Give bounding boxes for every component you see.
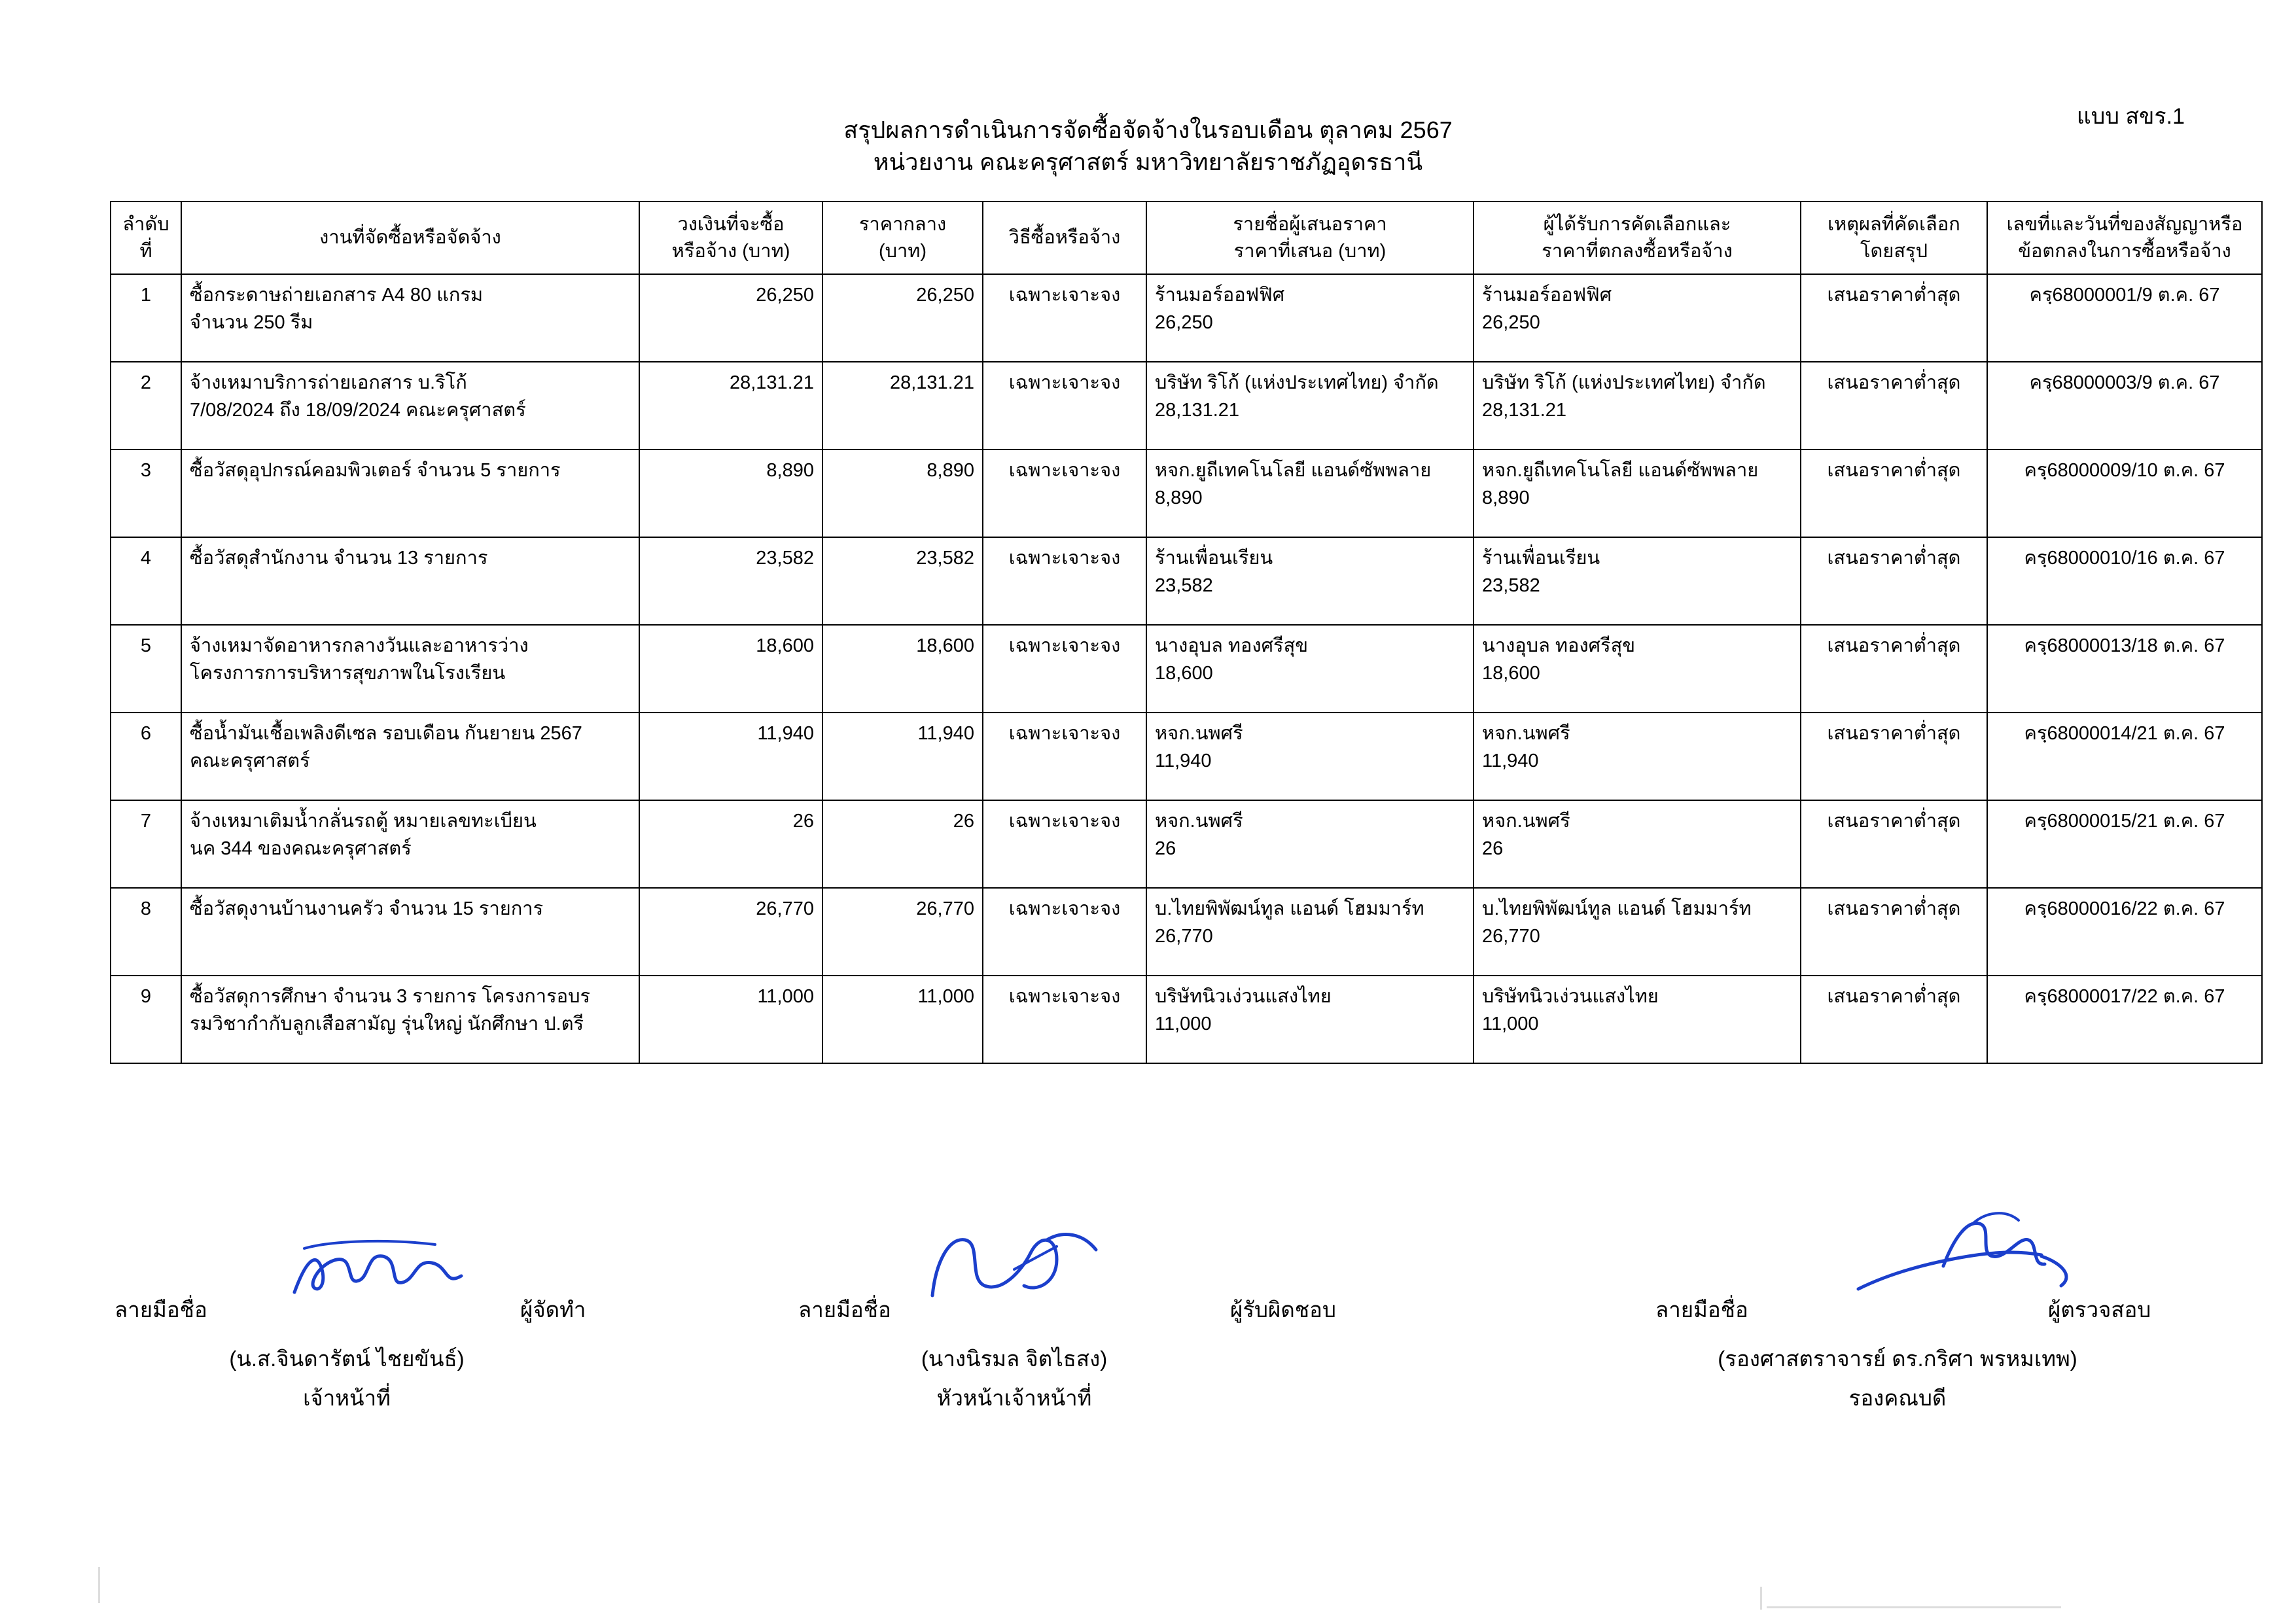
cell-contract: ครฺ68000013/18 ต.ค. 67 [1987, 625, 2262, 713]
cell-proposer-price: 11,940 [1155, 750, 1212, 772]
header-contract [1987, 202, 2262, 274]
cell-budget: 18,600 [639, 625, 822, 713]
cell-mid-price: 28,131.21 [822, 362, 983, 450]
cell-proposer-name: บริษัท ริโก้ (แห่งประเทศไทย) จำกัด [1155, 372, 1439, 394]
cell-winner-name: บ.ไทยพิพัฒน์ทูล แอนด์ โฮมมาร์ท [1482, 898, 1752, 920]
table-body [111, 274, 2262, 1063]
cell-work-line1: จ้างเหมาบริการถ่ายเอกสาร บ.ริโก้ [190, 372, 467, 394]
cell-contract: ครฺ68000015/21 ต.ค. 67 [1987, 800, 2262, 888]
header-winner-line2: ราคาที่ตกลงซื้อหรือจ้าง [1542, 240, 1733, 262]
table-row [111, 888, 2262, 976]
cell-contract: ครฺ68000014/21 ต.ค. 67 [1987, 713, 2262, 800]
cell-budget: 26,250 [639, 274, 822, 362]
table-row [111, 713, 2262, 800]
cell-work-line1: ซื้อวัสดุงานบ้านงานครัว จำนวน 15 รายการ [190, 898, 544, 920]
cell-method: เฉพาะเจาะจง [983, 450, 1146, 537]
cell-work [181, 362, 639, 450]
cell-winner-name: ร้านเพื่อนเรียน [1482, 548, 1600, 569]
signature-1-position: เจ้าหน้าที่ [303, 1386, 391, 1410]
cell-budget: 26,770 [639, 888, 822, 976]
cell-no: 6 [111, 713, 181, 800]
table-row [111, 625, 2262, 713]
cell-proposer-price: 26 [1155, 838, 1176, 860]
cell-proposer [1146, 537, 1474, 625]
cell-proposer-name: หจก.นพศรี [1155, 723, 1243, 745]
cell-mid-price: 26,770 [822, 888, 983, 976]
cell-mid-price: 23,582 [822, 537, 983, 625]
cell-winner-price: 11,000 [1482, 1014, 1539, 1035]
table-row [111, 537, 2262, 625]
cell-proposer-name: ร้านมอร์ออฟฟิศ [1155, 285, 1285, 306]
table-header-row [111, 202, 2262, 274]
cell-budget: 11,940 [639, 713, 822, 800]
cell-proposer-name: บ.ไทยพิพัฒน์ทูล แอนด์ โฮมมาร์ท [1155, 898, 1424, 920]
cell-method: เฉพาะเจาะจง [983, 713, 1146, 800]
header-proposers [1146, 202, 1474, 274]
cell-proposer-name: บริษัทนิวเง่วนแสงไทย [1155, 986, 1332, 1008]
cell-winner-price: 26 [1482, 838, 1504, 860]
cell-budget: 11,000 [639, 976, 822, 1063]
cell-contract: ครฺ68000017/22 ต.ค. 67 [1987, 976, 2262, 1063]
cell-work [181, 976, 639, 1063]
cell-contract: ครฺ68000016/22 ต.ค. 67 [1987, 888, 2262, 976]
cell-mid-price: 26 [822, 800, 983, 888]
cell-proposer [1146, 274, 1474, 362]
cell-winner [1474, 450, 1801, 537]
cell-winner [1474, 888, 1801, 976]
procurement-table-wrapper [110, 201, 2243, 1064]
document-title [0, 115, 2296, 178]
cell-reason: เสนอราคาต่ำสุด [1801, 450, 1987, 537]
cell-proposer-price: 28,131.21 [1155, 400, 1240, 421]
signature-1-mark [281, 1230, 478, 1309]
cell-proposer-price: 23,582 [1155, 575, 1213, 597]
cell-proposer [1146, 976, 1474, 1063]
cell-work-line1: ซื้อวัสดุอุปกรณ์คอมพิวเตอร์ จำนวน 5 รายการ [190, 460, 561, 482]
procurement-table [110, 201, 2263, 1064]
cell-method: เฉพาะเจาะจง [983, 800, 1146, 888]
cell-reason: เสนอราคาต่ำสุด [1801, 274, 1987, 362]
header-proposers-line2: ราคาที่เสนอ (บาท) [1233, 240, 1386, 262]
cell-work-line2: 7/08/2024 ถึง 18/09/2024 คณะครุศาสตร์ [190, 400, 526, 421]
cell-no: 5 [111, 625, 181, 713]
cell-winner [1474, 976, 1801, 1063]
cell-winner-name: หจก.นพศรี [1482, 723, 1570, 745]
cell-no: 8 [111, 888, 181, 976]
cell-winner-price: 8,890 [1482, 487, 1530, 509]
cell-method: เฉพาะเจาะจง [983, 362, 1146, 450]
header-budget [639, 202, 822, 274]
header-reason [1801, 202, 1987, 274]
cell-mid-price: 11,940 [822, 713, 983, 800]
signature-1-role-label: ผู้จัดทำ [520, 1297, 586, 1322]
header-no-line2: ที่ [139, 240, 152, 262]
header-work-line1: งานที่จัดซื้อหรือจัดจ้าง [319, 227, 501, 249]
header-contract-line2: ข้อตกลงในการซื้อหรือจ้าง [2018, 240, 2231, 262]
cell-contract: ครฺ68000003/9 ต.ค. 67 [1987, 362, 2262, 450]
cell-reason: เสนอราคาต่ำสุด [1801, 625, 1987, 713]
scan-artifact [1767, 1606, 2061, 1608]
cell-budget: 23,582 [639, 537, 822, 625]
cell-winner [1474, 537, 1801, 625]
signature-1-label: ลายมือชื่อ [115, 1297, 207, 1322]
cell-contract: ครฺ68000001/9 ต.ค. 67 [1987, 274, 2262, 362]
cell-no: 1 [111, 274, 181, 362]
cell-proposer-name: หจก.นพศรี [1155, 811, 1243, 832]
table-row [111, 800, 2262, 888]
cell-proposer [1146, 362, 1474, 450]
cell-work-line1: จ้างเหมาเติมน้ำกลั่นรถตู้ หมายเลขทะเบียน [190, 811, 537, 832]
cell-winner [1474, 362, 1801, 450]
cell-winner-name: นางอุบล ทองศรีสุข [1482, 635, 1636, 657]
table-row [111, 362, 2262, 450]
header-work [181, 202, 639, 274]
header-mid-price [822, 202, 983, 274]
cell-work-line2: โครงการการบริหารสุขภาพในโรงเรียน [190, 663, 506, 684]
cell-winner [1474, 274, 1801, 362]
cell-reason: เสนอราคาต่ำสุด [1801, 713, 1987, 800]
cell-work-line1: ซื้อวัสดุสำนักงาน จำนวน 13 รายการ [190, 548, 488, 569]
signature-3-position: รองคณบดี [1848, 1386, 1947, 1410]
cell-winner-price: 26,250 [1482, 312, 1540, 334]
signature-3-name: (รองศาสตราจารย์ ดร.กริศา พรหมเทพ) [1718, 1347, 2077, 1371]
cell-reason: เสนอราคาต่ำสุด [1801, 888, 1987, 976]
cell-method: เฉพาะเจาะจง [983, 537, 1146, 625]
cell-winner-price: 28,131.21 [1482, 400, 1567, 421]
cell-proposer-name: หจก.ยูถีเทคโนโลยี แอนด์ซัพพลาย [1155, 460, 1432, 482]
cell-mid-price: 18,600 [822, 625, 983, 713]
cell-method: เฉพาะเจาะจง [983, 625, 1146, 713]
signature-3-role-label: ผู้ตรวจสอบ [2048, 1297, 2151, 1322]
cell-no: 7 [111, 800, 181, 888]
cell-no: 9 [111, 976, 181, 1063]
cell-work-line1: ซื้อวัสดุการศึกษา จำนวน 3 รายการ โครงการอบร [190, 986, 591, 1008]
cell-work-line1: ซื้อน้ำมันเชื้อเพลิงดีเซล รอบเดือน กันยายน 2567 [190, 723, 582, 745]
cell-contract: ครฺ68000009/10 ต.ค. 67 [1987, 450, 2262, 537]
signature-3-label: ลายมือชื่อ [1655, 1297, 1748, 1322]
cell-proposer [1146, 625, 1474, 713]
cell-proposer [1146, 800, 1474, 888]
header-winner-line1: ผู้ได้รับการคัดเลือกและ [1543, 214, 1731, 235]
cell-work [181, 274, 639, 362]
cell-winner-price: 18,600 [1482, 663, 1540, 684]
table-row [111, 274, 2262, 362]
cell-work-line2: รมวิชากำกับลูกเสือสามัญ รุ่นใหญ่ นักศึกษา ป.ตรี [190, 1014, 584, 1035]
cell-reason: เสนอราคาต่ำสุด [1801, 362, 1987, 450]
cell-proposer-price: 8,890 [1155, 487, 1203, 509]
cell-proposer [1146, 450, 1474, 537]
cell-proposer [1146, 713, 1474, 800]
scan-artifact [1760, 1587, 1762, 1610]
signature-2-role-label: ผู้รับผิดชอบ [1230, 1297, 1336, 1322]
cell-winner [1474, 713, 1801, 800]
cell-work-line1: ซื้อกระดาษถ่ายเอกสาร A4 80 แกรม [190, 285, 484, 306]
table-row [111, 976, 2262, 1063]
signature-2-mark [916, 1224, 1125, 1309]
cell-winner [1474, 625, 1801, 713]
cell-mid-price: 8,890 [822, 450, 983, 537]
cell-method: เฉพาะเจาะจง [983, 888, 1146, 976]
cell-winner-name: ร้านมอร์ออฟฟิศ [1482, 285, 1612, 306]
signature-area [0, 1224, 2296, 1439]
header-budget-line2: หรือจ้าง (บาท) [671, 240, 790, 262]
cell-budget: 8,890 [639, 450, 822, 537]
cell-proposer-price: 26,770 [1155, 926, 1213, 947]
cell-budget: 28,131.21 [639, 362, 822, 450]
cell-winner-price: 23,582 [1482, 575, 1540, 597]
signature-2-name: (นางนิรมล จิตไธสง) [921, 1347, 1108, 1371]
cell-no: 2 [111, 362, 181, 450]
form-code: แบบ สขร.1 [2076, 104, 2185, 129]
header-no-line1: ลำดับ [122, 214, 169, 235]
cell-winner-name: หจก.นพศรี [1482, 811, 1570, 832]
cell-reason: เสนอราคาต่ำสุด [1801, 800, 1987, 888]
header-method-line1: วิธีซื้อหรือจ้าง [1008, 227, 1121, 249]
header-mid-line1: ราคากลาง [858, 214, 947, 235]
title-line-1: สรุปผลการดำเนินการจัดซื้อจัดจ้างในรอบเดือน ตุลาคม 2567 [843, 116, 1453, 143]
cell-contract: ครฺ68000010/16 ต.ค. 67 [1987, 537, 2262, 625]
header-no [111, 202, 181, 274]
cell-budget: 26 [639, 800, 822, 888]
cell-reason: เสนอราคาต่ำสุด [1801, 976, 1987, 1063]
header-contract-line1: เลขที่และวันที่ของสัญญาหรือ [2006, 214, 2243, 235]
cell-work [181, 888, 639, 976]
cell-proposer-name: ร้านเพื่อนเรียน [1155, 548, 1273, 569]
cell-proposer-price: 26,250 [1155, 312, 1213, 334]
cell-work [181, 625, 639, 713]
cell-work-line2: นค 344 ของคณะครุศาสตร์ [190, 838, 412, 860]
cell-proposer [1146, 888, 1474, 976]
header-winner [1474, 202, 1801, 274]
cell-proposer-name: นางอุบล ทองศรีสุข [1155, 635, 1309, 657]
cell-mid-price: 26,250 [822, 274, 983, 362]
cell-work-line2: คณะครุศาสตร์ [190, 750, 310, 772]
cell-work [181, 713, 639, 800]
cell-winner-name: หจก.ยูถีเทคโนโลยี แอนด์ซัพพลาย [1482, 460, 1759, 482]
cell-winner-name: บริษัท ริโก้ (แห่งประเทศไทย) จำกัด [1482, 372, 1766, 394]
cell-winner [1474, 800, 1801, 888]
signature-2-label: ลายมือชื่อ [798, 1297, 891, 1322]
header-budget-line1: วงเงินที่จะซื้อ [677, 214, 785, 235]
header-reason-line2: โดยสรุป [1860, 240, 1928, 262]
cell-work-line1: จ้างเหมาจัดอาหารกลางวันและอาหารว่าง [190, 635, 529, 657]
cell-work [181, 450, 639, 537]
signature-1-name: (น.ส.จินดารัตน์ ไชยขันธ์) [229, 1347, 465, 1371]
title-line-2: หน่วยงาน คณะครุศาสตร์ มหาวิทยาลัยราชภัฏอุดรธานี [873, 148, 1423, 175]
scan-artifact [98, 1567, 100, 1603]
cell-method: เฉพาะเจาะจง [983, 274, 1146, 362]
cell-reason: เสนอราคาต่ำสุด [1801, 537, 1987, 625]
cell-winner-name: บริษัทนิวเง่วนแสงไทย [1482, 986, 1659, 1008]
table-row [111, 450, 2262, 537]
cell-proposer-price: 11,000 [1155, 1014, 1212, 1035]
cell-mid-price: 11,000 [822, 976, 983, 1063]
cell-winner-price: 26,770 [1482, 926, 1540, 947]
cell-work [181, 537, 639, 625]
signature-2-position: หัวหน้าเจ้าหน้าที่ [936, 1386, 1092, 1410]
header-mid-line2: (บาท) [878, 240, 927, 262]
cell-work-line2: จำนวน 250 รีม [190, 312, 313, 334]
cell-proposer-price: 18,600 [1155, 663, 1213, 684]
cell-winner-price: 11,940 [1482, 750, 1539, 772]
cell-no: 4 [111, 537, 181, 625]
header-reason-line1: เหตุผลที่คัดเลือก [1828, 214, 1960, 235]
cell-work [181, 800, 639, 888]
header-method [983, 202, 1146, 274]
cell-method: เฉพาะเจาะจง [983, 976, 1146, 1063]
header-proposers-line1: รายชื่อผู้เสนอราคา [1233, 214, 1387, 235]
cell-no: 3 [111, 450, 181, 537]
